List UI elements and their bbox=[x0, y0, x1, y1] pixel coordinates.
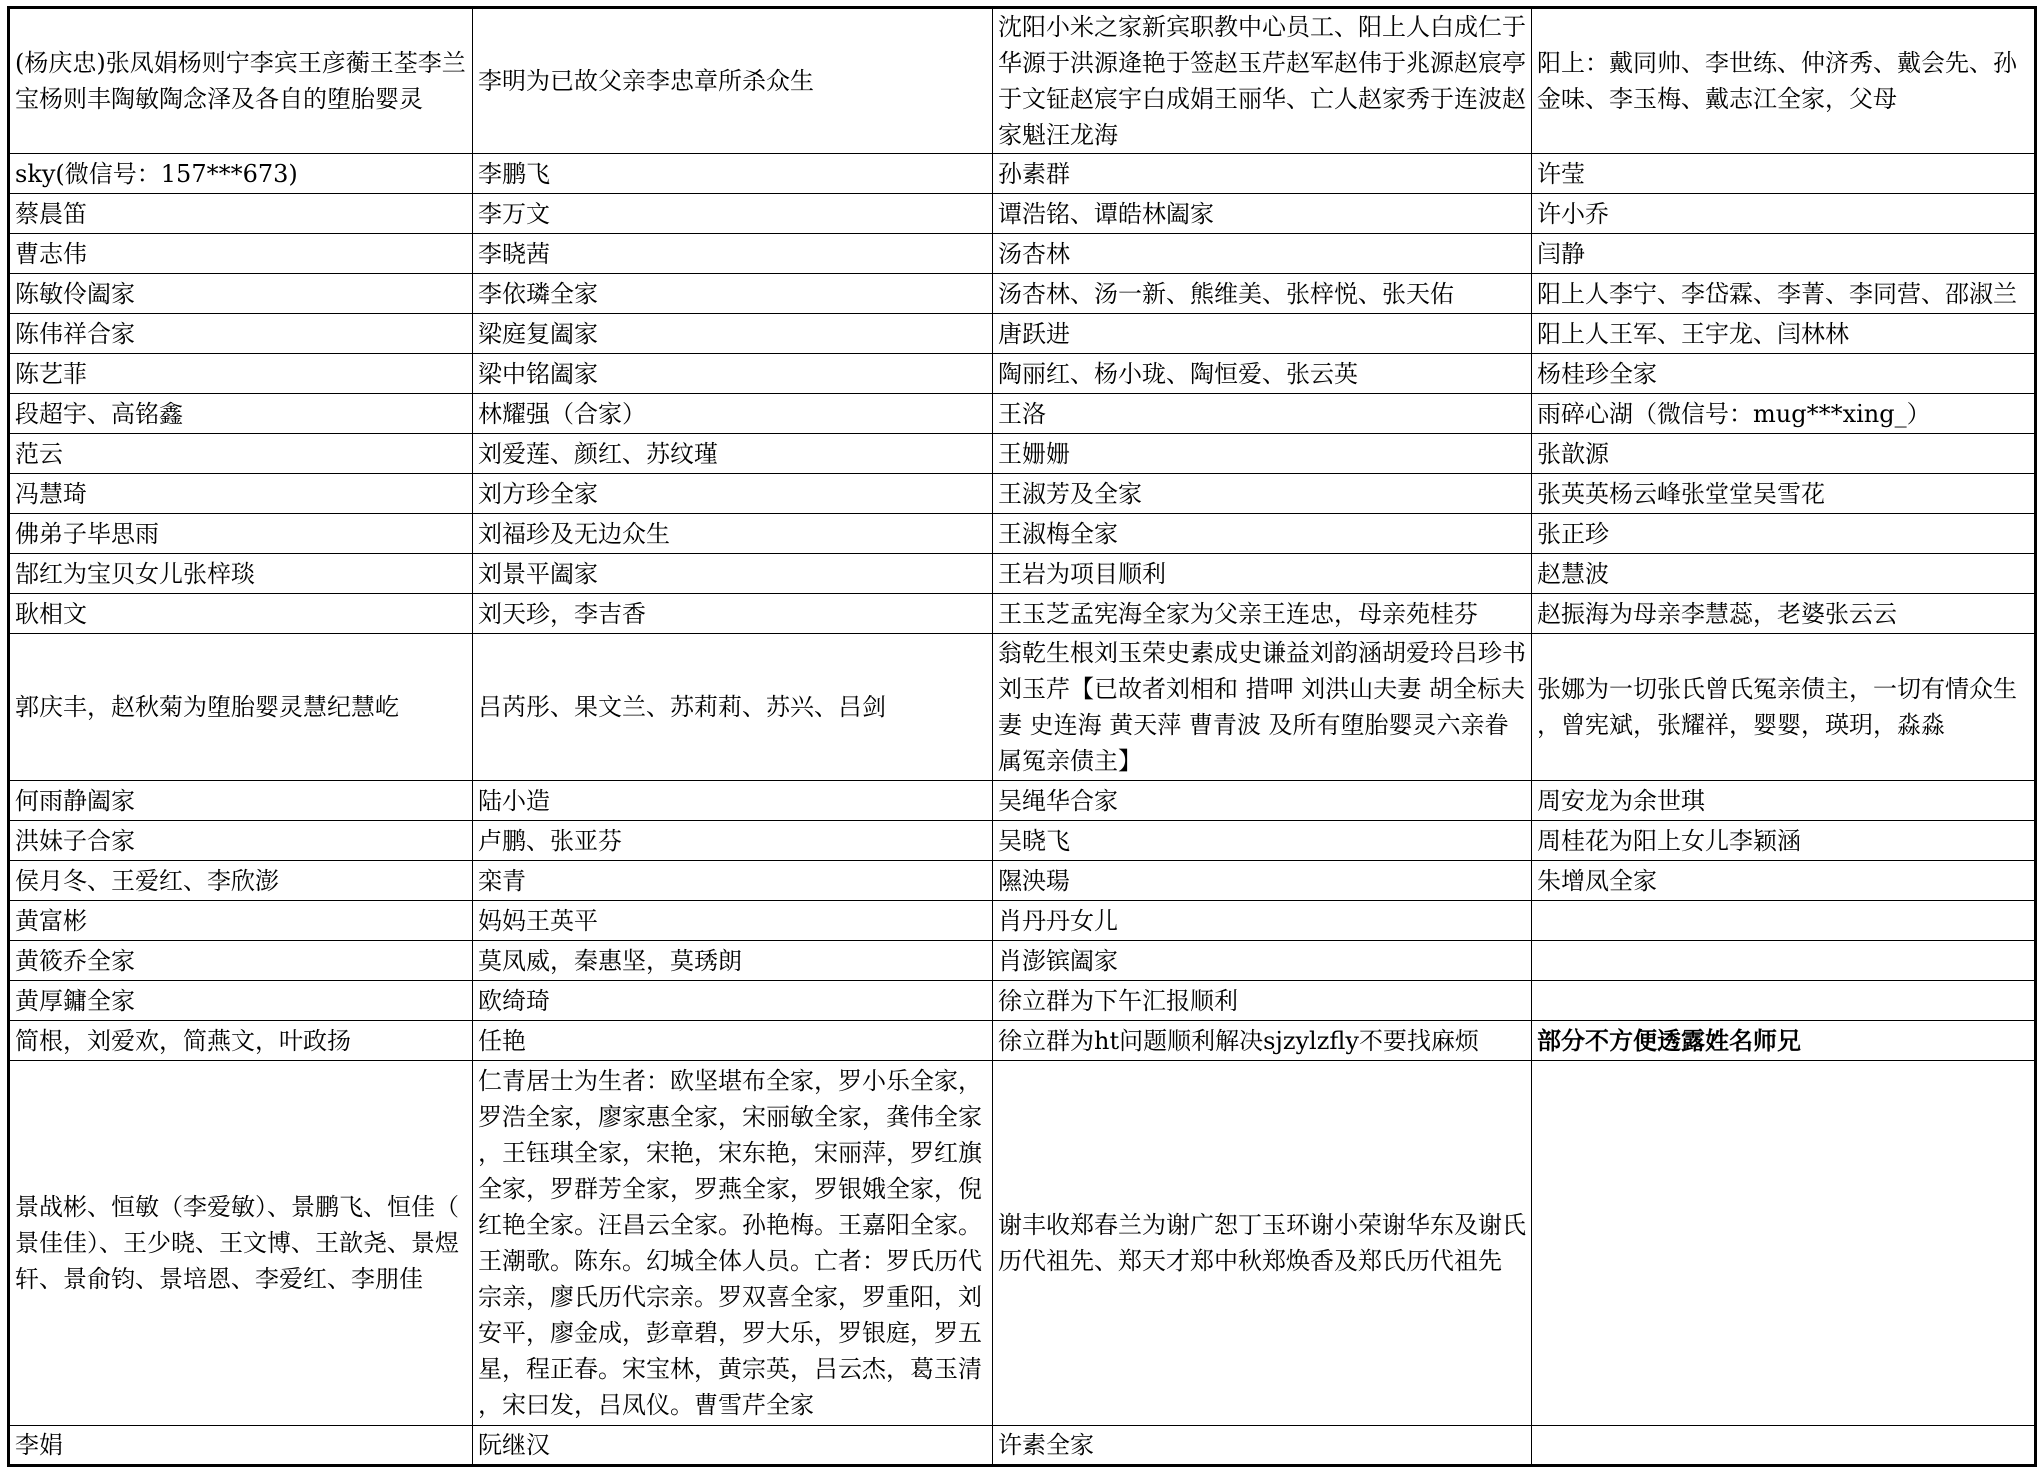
table-row bbox=[9, 1061, 2036, 1426]
table-cell: 仁青居士为生者：欧坚堪布全家，罗小乐全家，罗浩全家，廖家惠全家，宋丽敏全家，龚伟全家，王钰琪全家，宋艳，宋东艳，宋丽萍，罗红旗全家，罗群芳全家，罗燕全家，罗银娥全家，倪红艳全家。汪昌云全家。孙艳梅。王嘉阳全家。王潮歌。陈东。幻城全体人员。亡者：罗氏历代宗亲，廖氏历代宗亲。罗双喜全家，罗重阳，刘安平，廖金成，彭章碧，罗大乐，罗银庭，罗五星，程正春。宋宝林，黄宗英，吕云杰，葛玉清，宋曰发，吕凤仪。曹雪芹全家 bbox=[473, 1061, 993, 1426]
table-row bbox=[9, 434, 2036, 474]
table-row bbox=[9, 594, 2036, 634]
table-cell: 张娜为一切张氏曾氏冤亲债主，一切有情众生，曾宪斌，张耀祥，婴婴，瑛玥，淼淼 bbox=[1532, 634, 2036, 781]
table-cell: 孙素群 bbox=[993, 154, 1532, 194]
table-cell: 王玉芝孟宪海全家为父亲王连忠，母亲苑桂芬 bbox=[993, 594, 1532, 634]
table-cell: 李明为已故父亲李忠章所杀众生 bbox=[473, 8, 993, 154]
table-cell: 林耀强（合家） bbox=[473, 394, 993, 434]
table-cell: 王姗姗 bbox=[993, 434, 1532, 474]
table-cell: 栾青 bbox=[473, 861, 993, 901]
table-row bbox=[9, 554, 2036, 594]
table-cell: 洪妹子合家 bbox=[9, 821, 473, 861]
table-cell bbox=[1532, 901, 2036, 941]
table-cell: 谭浩铭、谭皓林阖家 bbox=[993, 194, 1532, 234]
table-cell: 汤杏林、汤一新、熊维美、张梓悦、张天佑 bbox=[993, 274, 1532, 314]
table-cell: 梁中铭阖家 bbox=[473, 354, 993, 394]
table-row bbox=[9, 354, 2036, 394]
table-cell: 许素全家 bbox=[993, 1426, 1532, 1466]
table-row bbox=[9, 634, 2036, 781]
table-cell: 李依璘全家 bbox=[473, 274, 993, 314]
table-cell: 李娟 bbox=[9, 1426, 473, 1466]
table-row bbox=[9, 861, 2036, 901]
table-cell: 陈伟祥合家 bbox=[9, 314, 473, 354]
table-cell: 任艳 bbox=[473, 1021, 993, 1061]
table-cell: 唐跃进 bbox=[993, 314, 1532, 354]
table-cell: 郜红为宝贝女儿张梓琰 bbox=[9, 554, 473, 594]
table-row bbox=[9, 474, 2036, 514]
table-cell: 佛弟子毕思雨 bbox=[9, 514, 473, 554]
table-cell: 陶丽红、杨小珑、陶恒爱、张云英 bbox=[993, 354, 1532, 394]
table-cell: 朱增凤全家 bbox=[1532, 861, 2036, 901]
table-cell: 景战彬、恒敏（李爱敏）、景鹏飞、恒佳（景佳佳）、王少晓、王文博、王歆尧、景煜轩、景俞钧、景培恩、李爱红、李朋佳 bbox=[9, 1061, 473, 1426]
table-cell: 段超宇、高铭鑫 bbox=[9, 394, 473, 434]
table-cell: 李万文 bbox=[473, 194, 993, 234]
table-cell: 闫静 bbox=[1532, 234, 2036, 274]
table-row bbox=[9, 1426, 2036, 1466]
dedication-table bbox=[7, 6, 2037, 1467]
table-cell: 侯月冬、王爱红、李欣澎 bbox=[9, 861, 473, 901]
table-cell: 陈敏伶阖家 bbox=[9, 274, 473, 314]
table-cell: 刘方珍全家 bbox=[473, 474, 993, 514]
table-cell: sky(微信号：157***673) bbox=[9, 154, 473, 194]
table-cell: 隰泱瑒 bbox=[993, 861, 1532, 901]
table-cell: 黄厚鏞全家 bbox=[9, 981, 473, 1021]
table-cell: 王淑芳及全家 bbox=[993, 474, 1532, 514]
table-cell: 许莹 bbox=[1532, 154, 2036, 194]
table-cell: 妈妈王英平 bbox=[473, 901, 993, 941]
table-cell: 耿相文 bbox=[9, 594, 473, 634]
table-cell bbox=[1532, 981, 2036, 1021]
table-cell: 刘景平阖家 bbox=[473, 554, 993, 594]
table-cell: 汤杏林 bbox=[993, 234, 1532, 274]
table-row bbox=[9, 781, 2036, 821]
table-cell: (杨庆忠)张凤娟杨则宁李宾王彦蘅王荃李兰宝杨则丰陶敏陶念泽及各自的堕胎婴灵 bbox=[9, 8, 473, 154]
table-cell: 许小乔 bbox=[1532, 194, 2036, 234]
table-row bbox=[9, 394, 2036, 434]
table-cell: 卢鹏、张亚芬 bbox=[473, 821, 993, 861]
table-cell: 欧绮琦 bbox=[473, 981, 993, 1021]
table-row bbox=[9, 1021, 2036, 1061]
table-cell: 吴晓飞 bbox=[993, 821, 1532, 861]
table-cell: 赵慧波 bbox=[1532, 554, 2036, 594]
table-cell: 范云 bbox=[9, 434, 473, 474]
table-cell: 陈艺菲 bbox=[9, 354, 473, 394]
table-cell: 陆小造 bbox=[473, 781, 993, 821]
table-row bbox=[9, 194, 2036, 234]
table-row bbox=[9, 154, 2036, 194]
table-cell: 黄筱乔全家 bbox=[9, 941, 473, 981]
table-cell: 莫凤威，秦惠坚，莫琇朗 bbox=[473, 941, 993, 981]
table-cell: 张英英杨云峰张堂堂吴雪花 bbox=[1532, 474, 2036, 514]
table-cell: 梁庭复阖家 bbox=[473, 314, 993, 354]
table-cell: 刘天珍，李吉香 bbox=[473, 594, 993, 634]
table-cell: 郭庆丰，赵秋菊为堕胎婴灵慧纪慧屹 bbox=[9, 634, 473, 781]
table-cell: 赵振海为母亲李慧蕊，老婆张云云 bbox=[1532, 594, 2036, 634]
table-cell: 肖澎镔阖家 bbox=[993, 941, 1532, 981]
table-cell: 肖丹丹女儿 bbox=[993, 901, 1532, 941]
table-cell: 翁乾生根刘玉荣史素成史谦益刘韵涵胡爱玲吕珍书刘玉芹【已故者刘相和 措呷 刘洪山夫妻 胡全标夫妻 史连海 黄天萍 曹青波 及所有堕胎婴灵六亲眷属冤亲债主】 bbox=[993, 634, 1532, 781]
table-cell: 阳上：戴同帅、李世练、仲济秀、戴会先、孙金味、李玉梅、戴志江全家，父母 bbox=[1532, 8, 2036, 154]
table-row bbox=[9, 821, 2036, 861]
table-cell: 吕芮彤、果文兰、苏莉莉、苏兴、吕剑 bbox=[473, 634, 993, 781]
table-cell: 沈阳小米之家新宾职教中心员工、阳上人白成仁于华源于洪源逄艳于签赵玉芹赵军赵伟于兆源赵宸亭于文钲赵宸宇白成娟王丽华、亡人赵家秀于连波赵家魁汪龙海 bbox=[993, 8, 1532, 154]
table-row bbox=[9, 981, 2036, 1021]
table-cell: 阳上人王军、王宇龙、闫林林 bbox=[1532, 314, 2036, 354]
table-row bbox=[9, 514, 2036, 554]
table-cell: 曹志伟 bbox=[9, 234, 473, 274]
table-row bbox=[9, 901, 2036, 941]
table-row bbox=[9, 941, 2036, 981]
table-cell: 冯慧琦 bbox=[9, 474, 473, 514]
table-cell: 张正珍 bbox=[1532, 514, 2036, 554]
table-cell: 李晓茜 bbox=[473, 234, 993, 274]
table-cell bbox=[1532, 1061, 2036, 1426]
table-cell: 周桂花为阳上女儿李颖涵 bbox=[1532, 821, 2036, 861]
table-row bbox=[9, 274, 2036, 314]
table-cell: 王淑梅全家 bbox=[993, 514, 1532, 554]
table-cell-bold-note: 部分不方便透露姓名师兄 bbox=[1532, 1021, 2036, 1061]
table-cell: 徐立群为下午汇报顺利 bbox=[993, 981, 1532, 1021]
table-cell: 周安龙为余世琪 bbox=[1532, 781, 2036, 821]
table-cell: 张歆源 bbox=[1532, 434, 2036, 474]
table-cell: 杨桂珍全家 bbox=[1532, 354, 2036, 394]
table-cell: 阮继汉 bbox=[473, 1426, 993, 1466]
table-cell: 刘福珍及无边众生 bbox=[473, 514, 993, 554]
table-row bbox=[9, 8, 2036, 154]
table-cell: 徐立群为ht问题顺利解决sjzylzfly不要找麻烦 bbox=[993, 1021, 1532, 1061]
table-cell: 谢丰收郑春兰为谢广恕丁玉环谢小荣谢华东及谢氏历代祖先、郑天才郑中秋郑焕香及郑氏历代祖先 bbox=[993, 1061, 1532, 1426]
table-cell: 李鹏飞 bbox=[473, 154, 993, 194]
table-cell: 蔡晨笛 bbox=[9, 194, 473, 234]
table-cell: 王岩为项目顺利 bbox=[993, 554, 1532, 594]
table-cell: 刘爱莲、颜红、苏纹瑾 bbox=[473, 434, 993, 474]
table-cell: 简根，刘爱欢，简燕文，叶政扬 bbox=[9, 1021, 473, 1061]
table-cell: 何雨静阖家 bbox=[9, 781, 473, 821]
table-row bbox=[9, 234, 2036, 274]
table-cell: 雨碎心湖（微信号：mug***xing_） bbox=[1532, 394, 2036, 434]
table-cell: 阳上人李宁、李岱霖、李菁、李同营、邵淑兰 bbox=[1532, 274, 2036, 314]
table-cell bbox=[1532, 1426, 2036, 1466]
table-cell bbox=[1532, 941, 2036, 981]
table-row bbox=[9, 314, 2036, 354]
table-cell: 黄富彬 bbox=[9, 901, 473, 941]
table-cell: 王洛 bbox=[993, 394, 1532, 434]
table-cell: 吴绳华合家 bbox=[993, 781, 1532, 821]
